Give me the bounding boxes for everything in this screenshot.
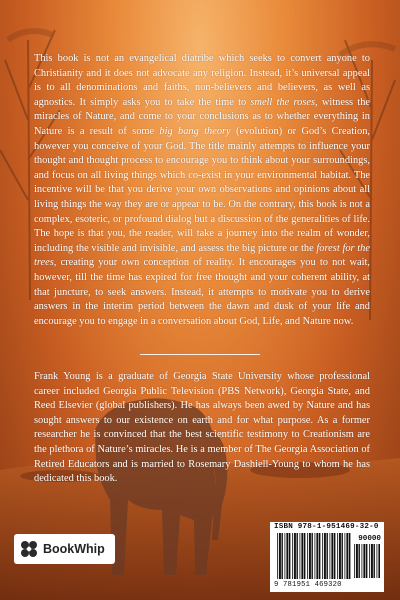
ean-barcode-bars: [277, 533, 351, 579]
blurb-text-4: creating your own conception of reality. It encourages you to not wait, however, till the time has expired for free thought and your coherent ability, at that juncture, to seek answers. Instead, it attempts to motivate you to derive answers in the interim period between the dawn and dusk of your life and encourage you to engage in a conversation about God, Life, and Nature now.: [34, 257, 370, 327]
book-description: [34, 52, 370, 329]
author-bio: Frank Young is a graduate of Georgia State University whose professional career included Georgia Public Television (PBS Network), Georgia State, and Reed Elsevier (global publishers). He has always been awed by Nature and has sought answers to our existence on earth and for what purpose. As a former researcher he is convinced that the best scientific testimony to Creationism are the plethora of Nature’s miracles. He is a member of The Georgia Association of Retired Educators and is married to Rosemary Dashiell-Young to whom he has dedicated this book.: [34, 371, 370, 485]
blurb-italic-big-bang-theory: big bang theory: [159, 125, 231, 137]
price-code: 90000: [358, 535, 381, 543]
isbn-number: ISBN 978-1-951469-32-0: [274, 523, 379, 531]
ean-digits: 9 781951 469320: [274, 581, 342, 589]
blurb-text-3: (evolution) or God’s Creation, however you conceive of your God. The title mainly attempts to influence your thought and thought process to encourage you to think about your surroundings, and focus on all living things which co-exist in your environmental habitat. The incentive will be that you derive your own observations and opinions about all living things the way they are or appear to be. On the contrary, this book is not a complex, esoteric, or profound dialog but a discussion of the generalities of life. The hope is that you, the reader, will take a journey into the realm of wonder, including the visible and invisible, and assess the big picture or the: [34, 125, 370, 254]
isbn-barcode: [270, 522, 384, 592]
price-addon-bars: [354, 544, 380, 578]
section-divider: [140, 354, 260, 355]
blurb-text-1: This book is not an evangelical diatribe which seeks to convert anyone to Christianity and it does not advocate any religion. Instead, it’s universal appeal is to all denominations and faiths, non-believers and believers, as well as agnostics. It simply asks you to take the time to: [34, 53, 370, 108]
publisher-name: BookWhip: [43, 542, 105, 556]
blurb-italic-smell-the-roses: smell the roses,: [250, 96, 318, 108]
blurb-text-2: witness the miracles of Nature, and come to your conclusions as to whether everything in Nature is a result of some: [34, 96, 370, 137]
publisher-logo: [14, 534, 115, 564]
blurb-italic-forest-for-the-trees: forest for the trees,: [34, 242, 370, 269]
bookwhip-logo-icon: [20, 540, 38, 558]
